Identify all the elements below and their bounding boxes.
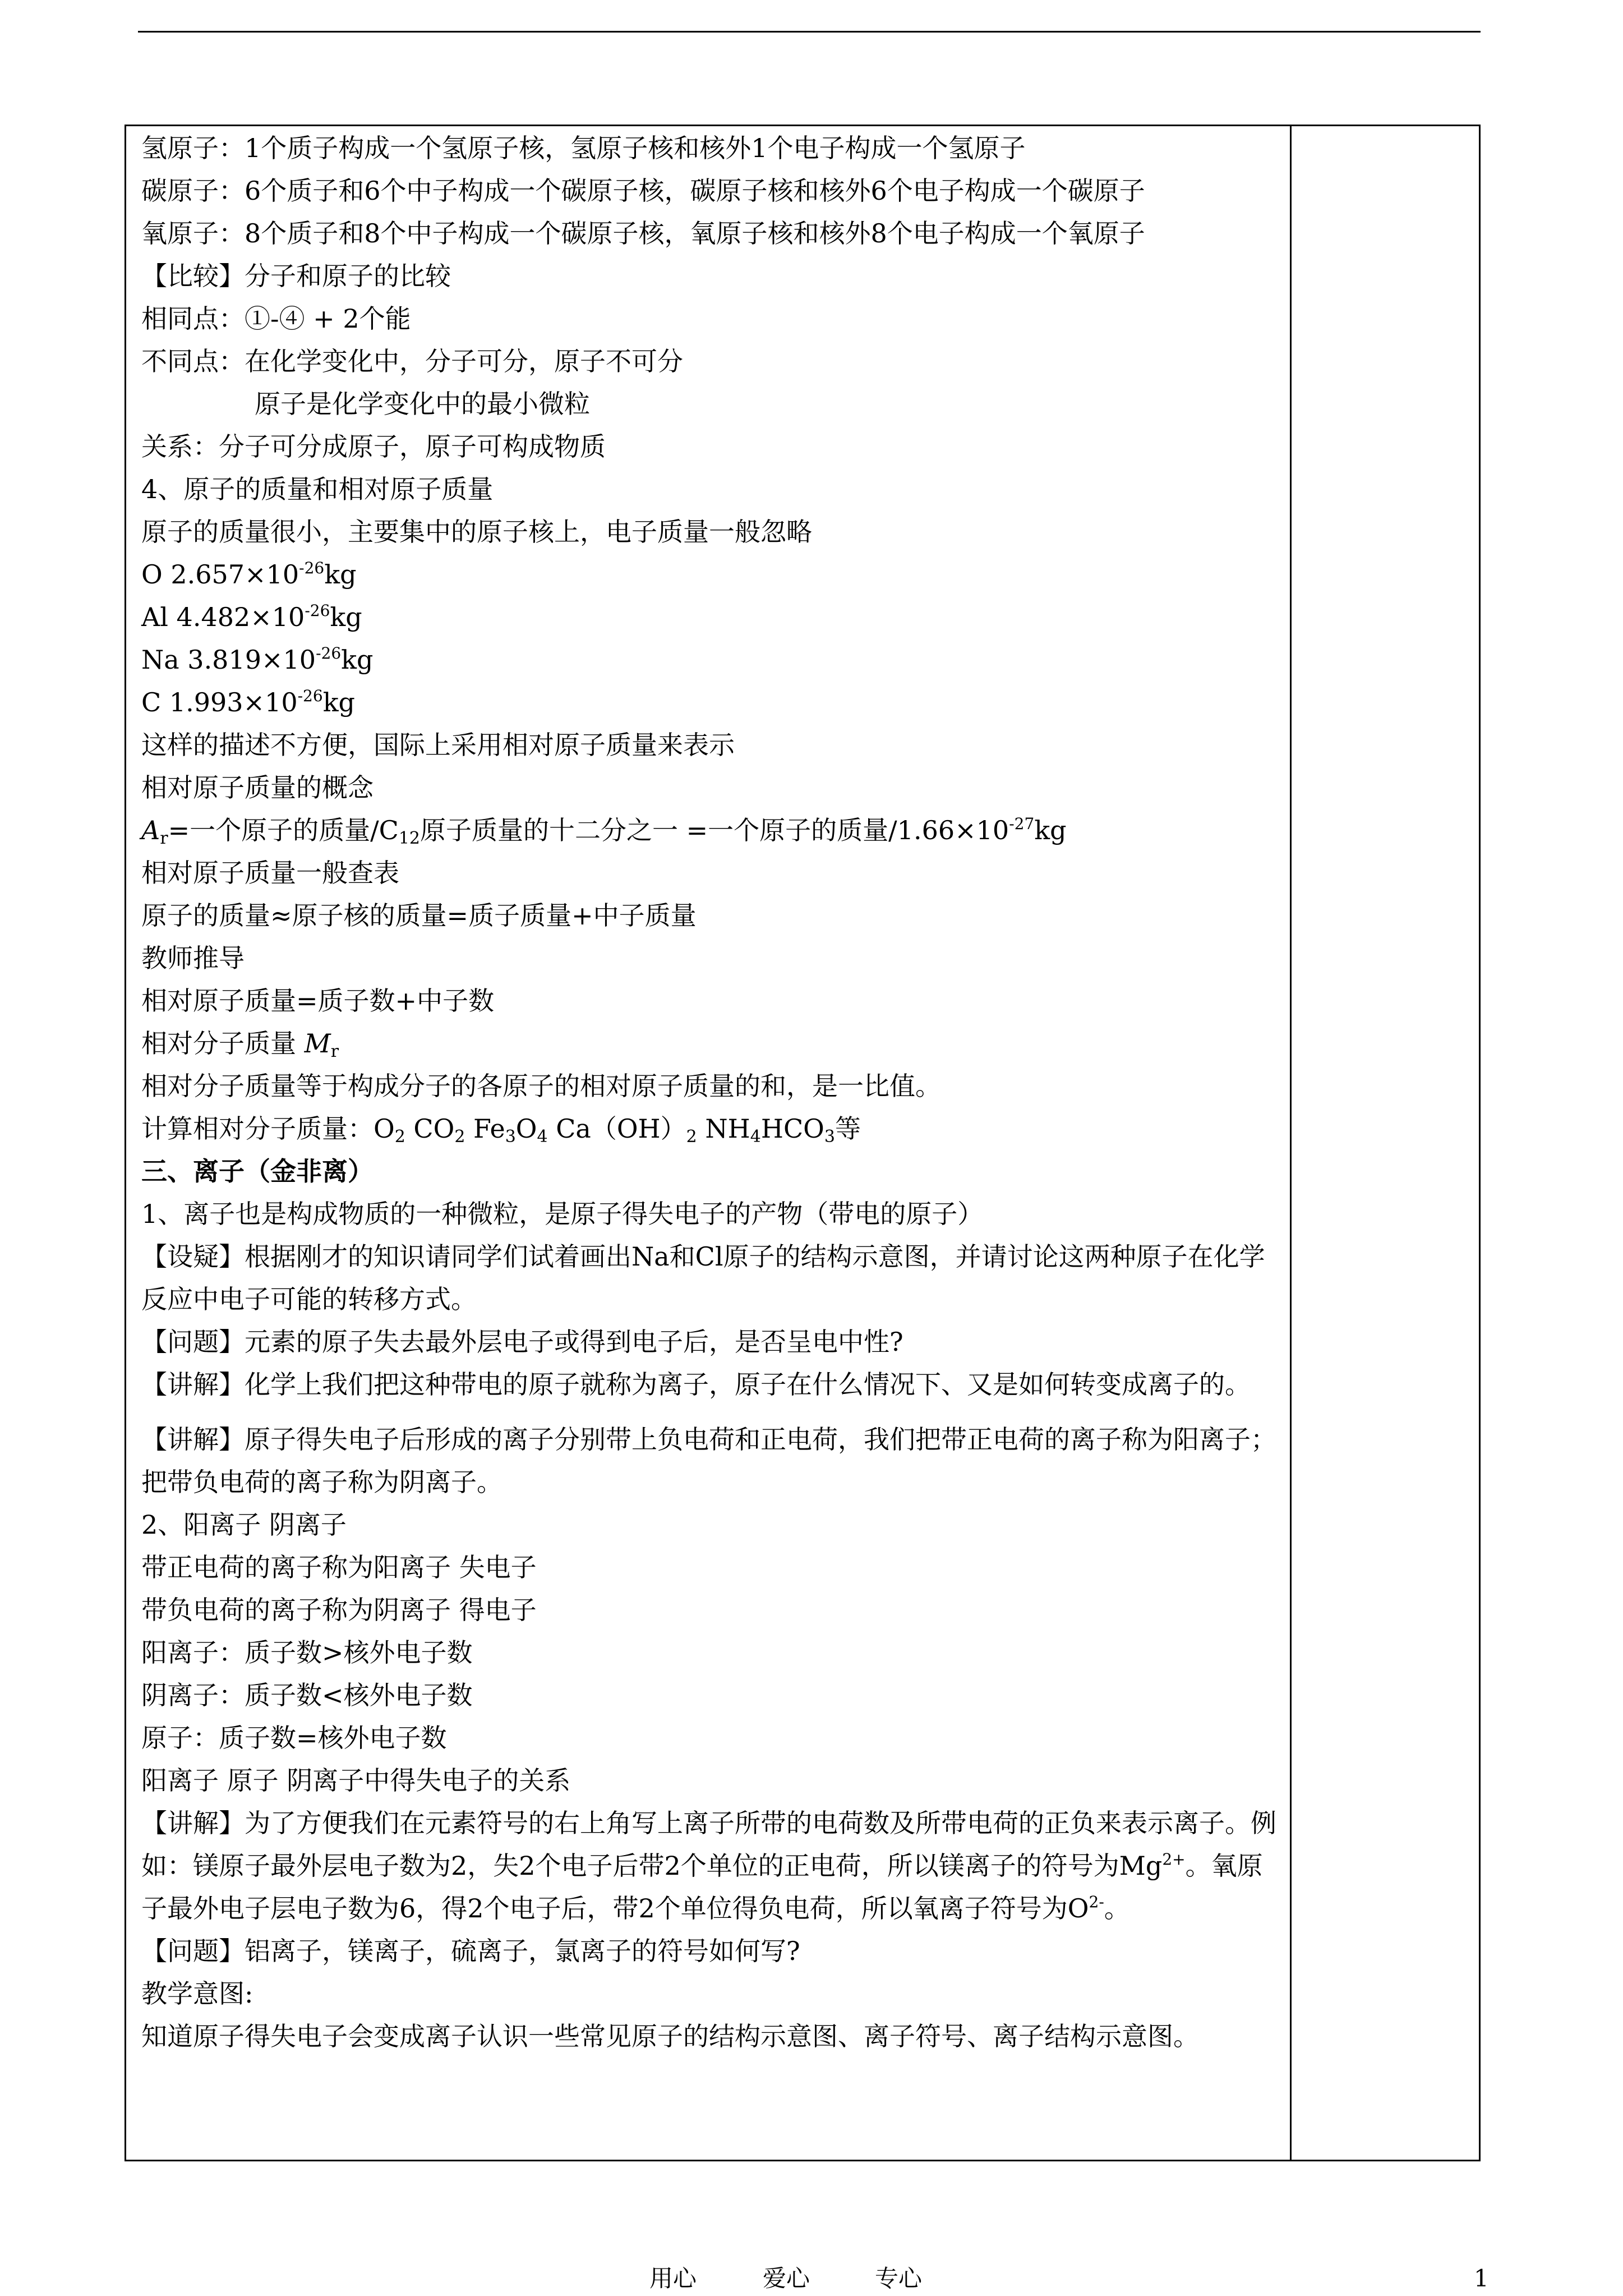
section-heading: 4、原子的质量和相对原子质量 [141,474,494,504]
text-line: 教师推导 [141,943,245,973]
paragraph-intent: 知道原子得失电子会变成离子认识一些常见原子的结构示意图、离子符号、离子结构示意图。 [141,2021,1199,2051]
text-line: 氧原子：8个质子和8个中子构成一个碳原子核，氧原子核和核外8个电子构成一个氧原子 [141,218,1145,249]
mass-value-c: C $1.993\times 10^{-26}kg$ [141,687,356,717]
paragraph-explanation: 【讲解】原子得失电子后形成的离子分别带上负电荷和正电荷，我们把带正电荷的离子称为阳离子；把带负电荷的离子称为阴离子。 [141,1424,1276,1497]
text-line: 相同点：①-④ + 2个能 [141,303,411,334]
section-heading-ions: 三、离子（金非离） [141,1156,374,1186]
text-line: 原子的质量很小，主要集中的原子核上，电子质量一般忽略 [141,517,812,547]
mass-value-al: Al $4.482\times 10^{-26}kg$ [141,601,362,632]
footer-motto-1: 用心 [649,2265,697,2292]
text-line: 相对原子质量一般查表 [141,858,399,888]
text-line: 1、离子也是构成物质的一种微粒，是原子得失电子的产物（带电的原子） [141,1199,984,1229]
main-content [141,125,1280,2058]
header-rule [138,31,1481,33]
text-line: 阳离子 原子 阴离子中得失电子的关系 [141,1765,571,1796]
relative-molecular-mass: 相对分子质量 $M_r$ [141,1028,339,1061]
text-line: 阳离子：质子数>核外电子数 [141,1637,473,1668]
text-line: 相对分子质量等于构成分子的各原子的相对原子质量的和，是一比值。 [141,1071,941,1101]
paragraph-question: 【设疑】根据刚才的知识请同学们试着画出Na和Cl原子的结构示意图，并请讨论这两种原子在化学反应中电子可能的转移方式。 [141,1241,1265,1314]
text-line: 相对原子质量=质子数+中子数 [141,986,495,1016]
text-line: 碳原子：6个质子和6个中子构成一个碳原子核，碳原子核和核外6个电子构成一个碳原子 [141,176,1145,206]
text-line: 氢原子：1个质子构成一个氢原子核，氢原子核和核外1个电子构成一个氢原子 [141,133,1026,163]
text-line: 关系：分子可分成原子，原子可构成物质 [141,431,606,462]
text-line: 原子是化学变化中的最小微粒 [255,389,590,419]
page-number: 1 [1474,2265,1489,2292]
page-footer [0,2262,1623,2295]
paragraph-explanation: 【讲解】化学上我们把这种带电的原子就称为离子，原子在什么情况下、又是如何转变成离子的。 [141,1369,1251,1400]
text-line: 原子：质子数=核外电子数 [141,1723,447,1753]
mass-value-o: O $2.657\times 10^{-26}kg$ [141,559,357,590]
section-heading: 2、阳离子 阴离子 [141,1510,347,1540]
text-line: 这样的描述不方便，国际上采用相对原子质量来表示 [141,730,735,760]
text-line: 带负电荷的离子称为阴离子 得电子 [141,1595,537,1625]
text-line: 【问题】铝离子，镁离子，硫离子，氯离子的符号如何写? [141,1936,800,1966]
text-line: 原子的质量≈原子核的质量=质子质量+中子质量 [141,900,697,931]
text-line: 【比较】分子和原子的比较 [141,261,451,291]
mass-value-na: Na $3.819\times 10^{-26}kg$ [141,644,374,675]
formula-list: 计算相对分子质量：$O_2$ $CO_2$ $Fe_3O_4$ $Ca(OH)_2$ $NH_4HCO_3$等 [141,1114,861,1147]
text-line: 阴离子：质子数<核外电子数 [141,1680,473,1710]
paragraph-ion-symbols: 【讲解】为了方便我们在元素符号的右上角写上离子所带的电荷数及所带电荷的正负来表示离子。例如：镁原子最外层电子数为2，失2个电子后带2个单位的正电荷，所以镁离子的符号为$Mg^{2+}$。氧原子最外电子层电子数为6，得2个电子后，带2个单位得负电荷，所以氧离子符号为$O^{2-}$。 [141,1808,1276,1924]
footer-motto-2: 爱心 [763,2265,810,2292]
text-line: 不同点：在化学变化中，分子可分，原子不可分 [141,346,683,376]
text-line: 【问题】元素的原子失去最外层电子或得到电子后，是否呈电中性? [141,1327,903,1357]
relative-mass-formula: $A_r=$一个原子的质量$/C_{12}$原子质量的十二分之一 =一个原子的质量$/1.66\times 10^{-27}kg$ [141,815,1067,848]
footer-motto-3: 专心 [875,2265,923,2292]
text-line: 带正电荷的离子称为阳离子 失电子 [141,1552,537,1582]
notes-column-divider [1290,125,1292,2161]
text-line: 教学意图: [141,1978,253,2009]
text-line: 相对原子质量的概念 [141,772,374,803]
